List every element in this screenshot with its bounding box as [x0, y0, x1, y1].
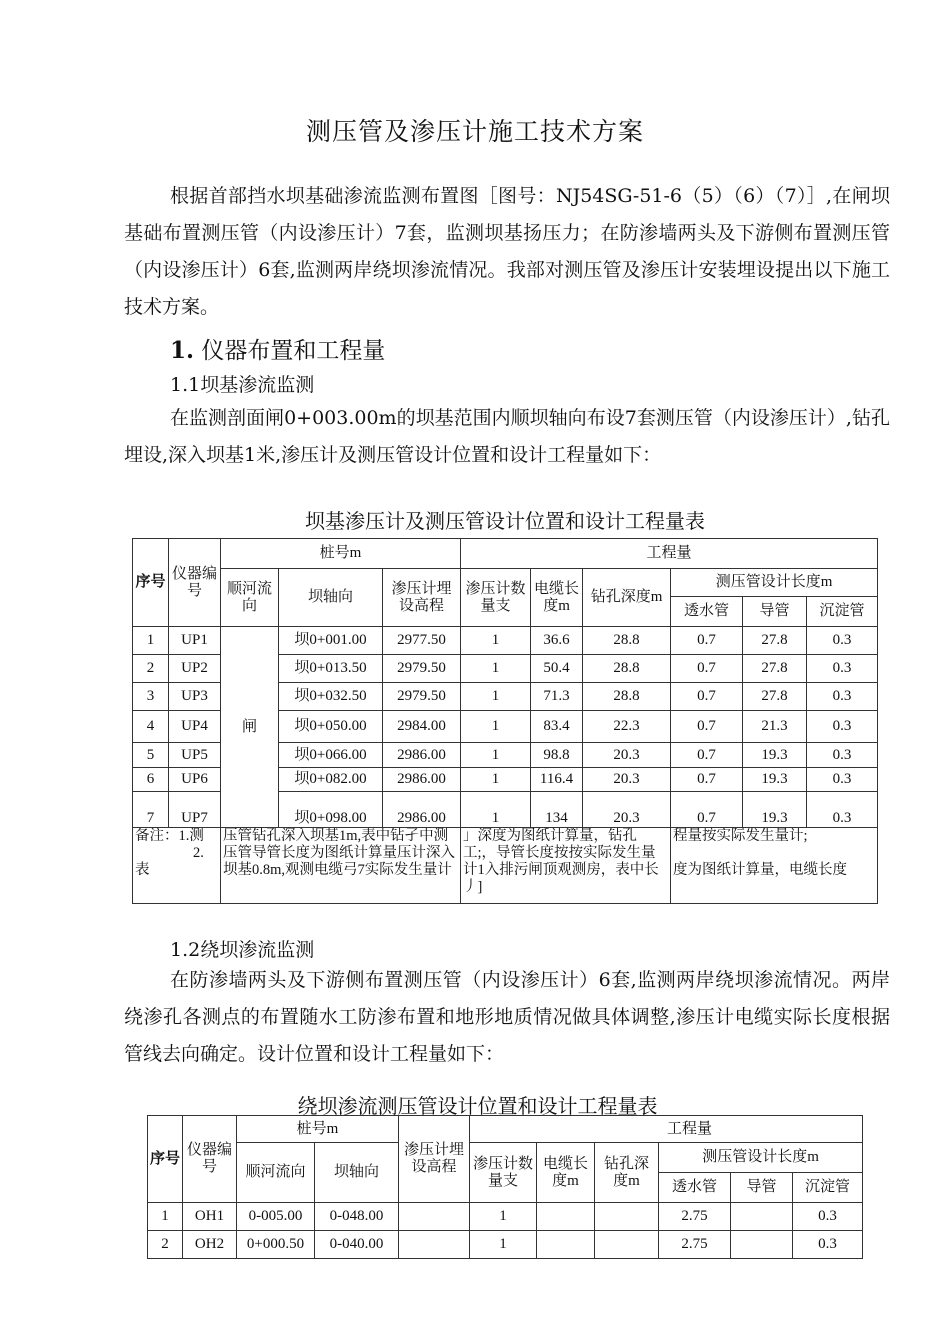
- cell-settle: 0.3: [807, 792, 878, 828]
- cell-instr: OH2: [183, 1231, 237, 1259]
- cell-count: 1: [470, 1203, 537, 1231]
- cell-seq: 3: [133, 683, 169, 711]
- t2-header-instr: 仪器编号: [183, 1116, 237, 1203]
- cell-axis: 坝0+066.00: [279, 743, 383, 768]
- note-cell-2: 压管钻孔深入坝基1m,表中钻孑中测压管导管长度为图纸计算量压计深入坝基0.8m,观测电缆弓7实际发生量计: [221, 828, 461, 904]
- cell-seq: 4: [133, 711, 169, 743]
- cell-perm: 0.7: [671, 792, 743, 828]
- t2-header-quantity: 工程量: [470, 1116, 863, 1143]
- section-1-title: 仪器布置和工程量: [201, 338, 386, 364]
- cell-seq: 2: [133, 655, 169, 683]
- cell-perm: 0.7: [671, 743, 743, 768]
- cell-cable: [537, 1203, 595, 1231]
- cell-count: 1: [461, 743, 531, 768]
- table-1-caption: 坝基渗压计及测压管设计位置和设计工程量表: [305, 509, 705, 533]
- cell-settle: 0.3: [793, 1231, 863, 1259]
- cell-axis: 坝0+032.50: [279, 683, 383, 711]
- header-quantity: 工程量: [461, 539, 878, 569]
- cell-count: 1: [461, 792, 531, 828]
- note-cell-1: 备注：1.测 2.表: [133, 828, 221, 904]
- header-permeable: 透水管: [671, 597, 743, 627]
- cell-drill: [595, 1231, 659, 1259]
- cell-elev: 2984.00: [383, 711, 461, 743]
- header-guide: 导管: [743, 597, 807, 627]
- header-elev: 渗压计埋设高程: [383, 569, 461, 627]
- cell-cable: 50.4: [531, 655, 583, 683]
- t2-header-along-river: 顺河流向: [237, 1143, 315, 1203]
- table-note-row: [133, 828, 878, 904]
- section-1-1-text: 在监测剖面闸0+003.00m的坝基范围内顺坝轴向布设7套测压管（内设渗压计）,钻孔埋设,深入坝基1米,渗压计及测压管设计位置和设计工程量如下：: [124, 407, 890, 466]
- cell-elev: 2986.00: [383, 768, 461, 792]
- cell-cable: 36.6: [531, 627, 583, 655]
- t2-header-count: 渗压计数量支: [470, 1143, 537, 1203]
- cell-along: 0-005.00: [237, 1203, 315, 1231]
- cell-instr: UP6: [169, 768, 221, 792]
- cell-guide: 21.3: [743, 711, 807, 743]
- section-1-heading: [170, 332, 385, 365]
- cell-drill: 28.8: [583, 683, 671, 711]
- cell-seq: 2: [148, 1231, 183, 1259]
- cell-elev: 2979.50: [383, 655, 461, 683]
- cell-count: 1: [461, 711, 531, 743]
- table-1: [132, 538, 878, 904]
- cell-instr: UP5: [169, 743, 221, 768]
- cell-instr: UP7: [169, 792, 221, 828]
- cell-cable: 83.4: [531, 711, 583, 743]
- cell-cable: 98.8: [531, 743, 583, 768]
- cell-instr: UP3: [169, 683, 221, 711]
- t2-header-stake: 桩号m: [237, 1116, 399, 1143]
- cell-perm: 0.7: [671, 627, 743, 655]
- cell-seq: 6: [133, 768, 169, 792]
- cell-perm: 0.7: [671, 683, 743, 711]
- cell-perm: 0.7: [671, 655, 743, 683]
- table-row: [148, 1203, 863, 1231]
- header-instr: 仪器编号: [169, 539, 221, 627]
- cell-drill: 28.8: [583, 655, 671, 683]
- section-1-2-paragraph: [124, 962, 890, 1073]
- cell-settle: 0.3: [807, 627, 878, 655]
- cell-axis: 坝0+098.00: [279, 792, 383, 828]
- cell-settle: 0.3: [807, 743, 878, 768]
- cell-elev: 2979.50: [383, 683, 461, 711]
- header-along-river: 顺河流向: [221, 569, 279, 627]
- table-2: [147, 1115, 863, 1259]
- intro-paragraph: [124, 178, 890, 326]
- header-cable: 电缆长度m: [531, 569, 583, 627]
- intro-text: 根据首部挡水坝基础渗流监测布置图［图号：NJ54SG-51-6（5）（6）（7）］,在闸坝基础布置测压管（内设渗压计）7套，监测坝基扬压力；在防渗墙两头及下游侧布置测压管（内设渗压计）6套,监测两岸绕坝渗流情况。我部对测压管及渗压计安装埋设提出以下施工技术方案。: [124, 185, 890, 318]
- cell-count: 1: [461, 655, 531, 683]
- header-settle: 沉淀管: [807, 597, 878, 627]
- header-count: 渗压计数量支: [461, 569, 531, 627]
- t2-header-cable: 电缆长度m: [537, 1143, 595, 1203]
- cell-elev: 2986.00: [383, 743, 461, 768]
- cell-guide: 19.3: [743, 768, 807, 792]
- cell-axis: 坝0+050.00: [279, 711, 383, 743]
- cell-elev: [399, 1231, 470, 1259]
- cell-settle: 0.3: [807, 768, 878, 792]
- section-1-2-text: 在防渗墙两头及下游侧布置测压管（内设渗压计）6套,监测两岸绕坝渗流情况。两岸绕渗孔各测点的布置随水工防渗布置和地形地质情况做具体调整,渗压计电缆实际长度根据管线去向确定。设计位置和设计工程量如下：: [124, 969, 890, 1065]
- cell-drill: 20.3: [583, 792, 671, 828]
- header-seq: 序号: [133, 539, 169, 627]
- cell-drill: 28.8: [583, 627, 671, 655]
- cell-settle: 0.3: [807, 711, 878, 743]
- section-1-2-heading: 1.2绕坝渗流监测: [170, 939, 315, 961]
- cell-instr: UP4: [169, 711, 221, 743]
- t2-header-elev: 渗压计埋设高程: [399, 1116, 470, 1203]
- cell-elev: [399, 1203, 470, 1231]
- page-title: 测压管及渗压计施工技术方案: [305, 117, 644, 146]
- cell-cable: [537, 1231, 595, 1259]
- t2-header-settle: 沉淀管: [793, 1173, 863, 1203]
- cell-instr: UP1: [169, 627, 221, 655]
- cell-count: 1: [470, 1231, 537, 1259]
- cell-guide: 27.8: [743, 655, 807, 683]
- header-stake: 桩号m: [221, 539, 461, 569]
- cell-axis: 坝0+013.50: [279, 655, 383, 683]
- t2-header-guide: 导管: [731, 1173, 793, 1203]
- cell-drill: 20.3: [583, 743, 671, 768]
- cell-count: 1: [461, 627, 531, 655]
- cell-instr: UP2: [169, 655, 221, 683]
- header-dam-axis: 坝轴向: [279, 569, 383, 627]
- cell-count: 1: [461, 683, 531, 711]
- note-cell-4: 程量按实际发生量计; 度为图纸计算量，电缆长度: [671, 828, 878, 904]
- cell-seq: 1: [133, 627, 169, 655]
- table-row: [133, 627, 878, 655]
- cell-settle: 0.3: [793, 1203, 863, 1231]
- cell-along: 0+000.50: [237, 1231, 315, 1259]
- cell-drill: [595, 1203, 659, 1231]
- section-1-number: 1.: [170, 337, 195, 364]
- cell-settle: 0.3: [807, 683, 878, 711]
- cell-elev: 2986.00: [383, 792, 461, 828]
- cell-seq: 7: [133, 792, 169, 828]
- t2-header-drill: 钻孔深度m: [595, 1143, 659, 1203]
- section-1-1-heading: 1.1坝基渗流监测: [170, 374, 315, 396]
- cell-axis: 0-048.00: [315, 1203, 399, 1231]
- cell-guide: 19.3: [743, 743, 807, 768]
- cell-drill: 22.3: [583, 711, 671, 743]
- cell-cable: 71.3: [531, 683, 583, 711]
- cell-perm: 0.7: [671, 768, 743, 792]
- table-2-caption: 绕坝渗流测压管设计位置和设计工程量表: [297, 1094, 658, 1118]
- header-pipe-length: 测压管设计长度m: [671, 569, 878, 597]
- cell-seq: 5: [133, 743, 169, 768]
- cell-drill: 20.3: [583, 768, 671, 792]
- cell-instr: OH1: [183, 1203, 237, 1231]
- cell-guide: [731, 1203, 793, 1231]
- cell-perm: 2.75: [659, 1231, 731, 1259]
- note-cell-3: 」深度为图纸计算量，钻孔工;，导管长度按按实际发生量计1入排污闸顶观测房，表中长丿]: [461, 828, 671, 904]
- cell-perm: 0.7: [671, 711, 743, 743]
- cell-guide: 27.8: [743, 683, 807, 711]
- cell-seq: 1: [148, 1203, 183, 1231]
- cell-axis: 0-040.00: [315, 1231, 399, 1259]
- cell-axis: 坝0+082.00: [279, 768, 383, 792]
- cell-elev: 2977.50: [383, 627, 461, 655]
- cell-axis: 坝0+001.00: [279, 627, 383, 655]
- table-row: [148, 1231, 863, 1259]
- section-1-1-paragraph: [124, 400, 890, 474]
- cell-along-merged: 闸: [221, 627, 279, 828]
- cell-settle: 0.3: [807, 655, 878, 683]
- cell-perm: 2.75: [659, 1203, 731, 1231]
- cell-guide: 19.3: [743, 792, 807, 828]
- cell-cable: 116.4: [531, 768, 583, 792]
- cell-count: 1: [461, 768, 531, 792]
- cell-guide: 27.8: [743, 627, 807, 655]
- t2-header-pipe-length: 测压管设计长度m: [659, 1143, 863, 1173]
- t2-header-permeable: 透水管: [659, 1173, 731, 1203]
- t2-header-seq: 序号: [148, 1116, 183, 1203]
- header-drill: 钻孔深度m: [583, 569, 671, 627]
- t2-header-dam-axis: 坝轴向: [315, 1143, 399, 1203]
- cell-guide: [731, 1231, 793, 1259]
- cell-cable: 134: [531, 792, 583, 828]
